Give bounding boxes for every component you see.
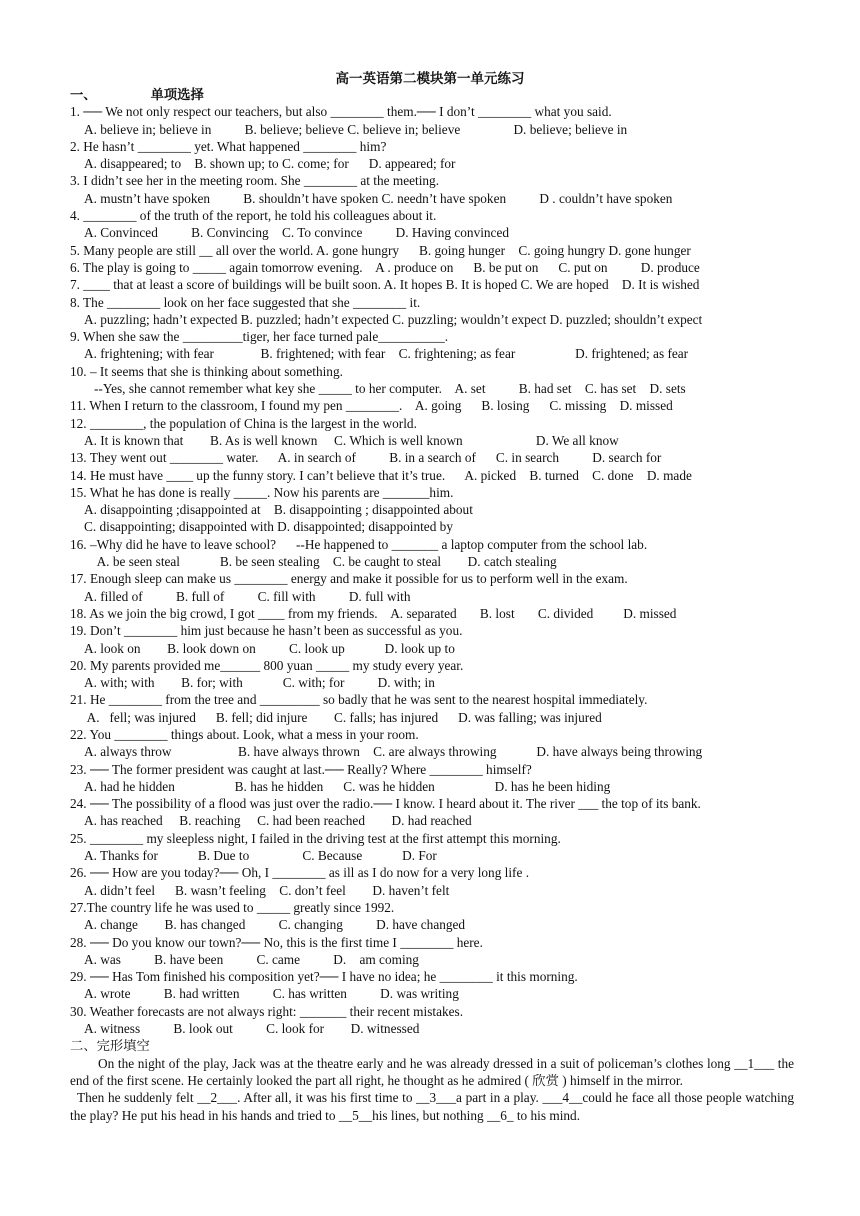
question-item <box>70 138 794 173</box>
question-item <box>70 172 794 207</box>
question-item <box>70 328 794 363</box>
question-stem: 11. When I return to the classroom, I found my pen ________. A. going B. losing C. missing D. missed <box>70 398 673 414</box>
question-options: A. disappeared; to B. shown up; to C. come; for D. appeared; for <box>84 156 456 172</box>
question-item <box>70 363 794 398</box>
question-stem: 6. The play is going to _____ again tomorrow evening. A . produce on B. be put on C. put on D. produce <box>70 259 700 275</box>
question-item <box>70 294 794 329</box>
question-options: A. always throw B. have always thrown C. are always throwing D. have always being throwing <box>84 744 703 760</box>
document-body <box>70 86 794 1124</box>
question-stem: 2. He hasn’t ________ yet. What happened ________ him? <box>70 138 387 154</box>
question-options: A. puzzling; hadn’t expected B. puzzled; hadn’t expected C. puzzling; wouldn’t expect D. puzzled; shouldn’t expect <box>84 311 703 327</box>
question-options: A. has reached B. reaching C. had been reached D. had reached <box>84 813 472 829</box>
question-options: A. Convinced B. Convincing C. To convince D. Having convinced <box>84 225 510 241</box>
question-stem: 30. Weather forecasts are not always right: _______ their recent mistakes. <box>70 1003 464 1019</box>
question-stem: 18. As we join the big crowd, I got ____ from my friends. A. separated B. lost C. divided D. missed <box>70 605 677 621</box>
question-options: A. look on B. look down on C. look up D. look up to <box>84 640 455 656</box>
question-stem: 24. ── The possibility of a flood was just over the radio.── I know. I heard about it. The river ___ the top of its bank. <box>70 796 701 812</box>
question-options: A. believe in; believe in B. believe; believe C. believe in; believe D. believe; believe in <box>84 121 628 137</box>
question-stem: 9. When she saw the _________tiger, her face turned pale__________. <box>70 329 449 345</box>
question-stem: 20. My parents provided me______ 800 yuan _____ my study every year. <box>70 657 464 673</box>
question-item <box>70 726 794 761</box>
question-item <box>70 899 794 934</box>
question-stem: 4. ________ of the truth of the report, he told his colleagues about it. <box>70 208 437 224</box>
question-item <box>70 276 794 293</box>
question-stem: 21. He ________ from the tree and _________ so badly that he was sent to the nearest hospital immediately. <box>70 692 648 708</box>
question-item <box>70 622 794 657</box>
question-options: A. Thanks for B. Due to C. Because D. For <box>84 848 437 864</box>
question-options: A. witness B. look out C. look for D. witnessed <box>84 1021 420 1037</box>
question-options: A. disappointing ;disappointed at B. disappointing ; disappointed about <box>84 502 473 518</box>
passage-paragraph: On the night of the play, Jack was at the theatre early and he was already dressed in a suit of policeman’s clothes long __1___ the end of the first scene. He certainly looked the part all right, he thought as he admired ( 欣赏 ) himself in the mirror. <box>70 1055 794 1088</box>
question-options: A. mustn’t have spoken B. shouldn’t have spoken C. needn’t have spoken D . couldn’t have spoken <box>84 190 673 206</box>
question-stem: 29. ── Has Tom finished his composition yet?── I have no idea; he ________ it this morning. <box>70 969 578 985</box>
question-options: A. wrote B. had written C. has written D. was writing <box>84 986 459 1002</box>
question-item <box>70 795 794 830</box>
question-item <box>70 415 794 450</box>
question-stem: 8. The ________ look on her face suggested that she ________ it. <box>70 294 421 310</box>
question-item <box>70 691 794 726</box>
question-item <box>70 259 794 276</box>
question-stem: 19. Don’t ________ him just because he hasn’t been as successful as you. <box>70 623 463 639</box>
passage-paragraph: Then he suddenly felt __2___. After all, it was his first time to __3___a part in a play. ___4__could he face all those people watching the play? He put his head in his hands and tried to __5__his lines, but nothing __6_ to his mind. <box>70 1090 794 1123</box>
question-item <box>70 570 794 605</box>
section-heading-2: 二、完形填空 <box>70 1038 150 1054</box>
question-stem: 1. ── We not only respect our teachers, but also ________ them.── I don’t ________ what you said. <box>70 104 612 120</box>
question-list <box>70 103 794 1037</box>
question-options: --Yes, she cannot remember what key she _____ to her computer. A. set B. had set C. has set D. sets <box>84 381 686 397</box>
question-stem: 5. Many people are still __ all over the world. A. gone hungry B. going hunger C. going hungry D. gone hunger <box>70 242 691 258</box>
section-number: 一、 <box>70 87 97 102</box>
question-item <box>70 449 794 466</box>
question-stem: 23. ── The former president was caught at last.── Really? Where ________ himself? <box>70 761 532 777</box>
question-options: A. was B. have been C. came D. am coming <box>84 951 419 967</box>
question-stem: 7. ____ that at least a score of buildings will be built soon. A. It hopes B. It is hoped C. We are hoped D. It is wished <box>70 277 700 293</box>
question-item <box>70 761 794 796</box>
question-stem: 15. What he has done is really _____. Now his parents are _______him. <box>70 484 454 500</box>
question-stem: 14. He must have ____ up the funny story. I can’t believe that it’s true. A. picked B. turned C. done D. made <box>70 467 692 483</box>
question-options: A. had he hidden B. has he hidden C. was he hidden D. has he been hiding <box>84 778 611 794</box>
question-stem: 27.The country life he was used to _____ greatly since 1992. <box>70 899 395 915</box>
question-options: A. didn’t feel B. wasn’t feeling C. don’t feel D. haven’t felt <box>84 882 450 898</box>
question-item <box>70 1003 794 1038</box>
section-name: 单项选择 <box>150 87 204 102</box>
question-options: A. frightening; with fear B. frightened; with fear C. frightening; as fear D. frightened; as fear <box>84 346 689 362</box>
question-item <box>70 968 794 1003</box>
question-item <box>70 934 794 969</box>
page-title: 高一英语第二模块第一单元练习 <box>335 71 525 86</box>
question-stem: 10. – It seems that she is thinking about something. <box>70 363 343 379</box>
question-item <box>70 657 794 692</box>
question-stem: 17. Enough sleep can make us ________ energy and make it possible for us to perform well in the exam. <box>70 571 628 587</box>
question-item <box>70 830 794 865</box>
question-stem: 12. ________, the population of China is the largest in the world. <box>70 415 417 431</box>
question-item <box>70 397 794 414</box>
question-item <box>70 103 794 138</box>
question-stem: 13. They went out ________ water. A. in search of B. in a search of C. in search D. search for <box>70 450 662 466</box>
question-item <box>70 605 794 622</box>
question-stem: 28. ── Do you know our town?── No, this is the first time I ________ here. <box>70 934 483 950</box>
question-item <box>70 207 794 242</box>
question-options: A. change B. has changed C. changing D. have changed <box>84 917 466 933</box>
question-stem: 3. I didn’t see her in the meeting room. She ________ at the meeting. <box>70 173 440 189</box>
question-options: A. fell; was injured B. fell; did injure C. falls; has injured D. was falling; was injured <box>84 709 602 725</box>
section-heading-1 <box>70 86 794 103</box>
question-stem: 16. –Why did he have to leave school? --He happened to _______ a laptop computer from the school lab. <box>70 536 648 552</box>
question-item <box>70 864 794 899</box>
question-item <box>70 484 794 536</box>
question-item <box>70 536 794 571</box>
question-options: A. filled of B. full of C. fill with D. full with <box>84 588 411 604</box>
question-item <box>70 467 794 484</box>
question-stem: 22. You ________ things about. Look, what a mess in your room. <box>70 726 419 742</box>
question-stem: 25. ________ my sleepless night, I failed in the driving test at the first attempt this morning. <box>70 830 561 846</box>
question-options: A. It is known that B. As is well known C. Which is well known D. We all know <box>84 432 619 448</box>
question-options: A. be seen steal B. be seen stealing C. be caught to steal D. catch stealing <box>84 554 557 570</box>
question-item <box>70 242 794 259</box>
question-stem: 26. ── How are you today?── Oh, I ________ as ill as I do now for a very long life . <box>70 865 530 881</box>
question-options: C. disappointing; disappointed with D. disappointed; disappointed by <box>84 519 453 535</box>
question-options: A. with; with B. for; with C. with; for D. with; in <box>84 675 435 691</box>
